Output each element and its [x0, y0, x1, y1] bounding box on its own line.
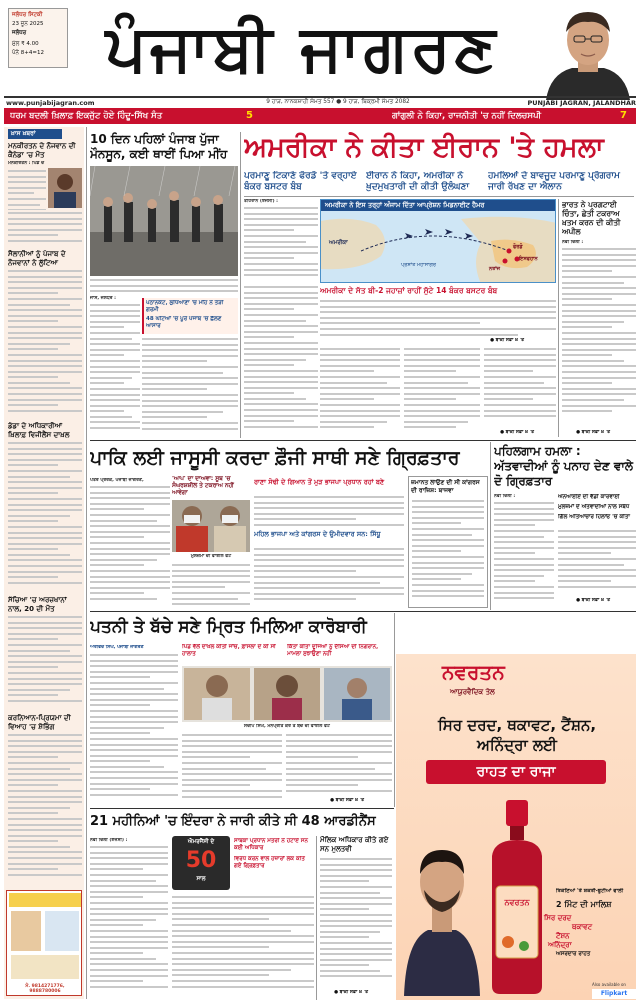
- lead-body: [244, 207, 318, 283]
- brief-photo: [48, 168, 82, 208]
- emergency-badge: [172, 836, 230, 890]
- wife-more[interactable]: ● ਬਾਕੀ ਸਫ਼ਾ 8 'ਤੇ: [330, 798, 365, 803]
- brief-headline[interactable]: ਸੱਚਿਆ 'ਚ ਅਰਜ਼ਖਾਨਾਂ ਨਾਲ, 20 ਦੀ ਮੌਤ: [8, 596, 67, 613]
- edition-label: PUNJABI JAGRAN, JALANDHAR: [527, 99, 636, 107]
- map-label-isfahan: ਇਸਫਹਾਨ: [519, 256, 538, 262]
- ad-model: [398, 790, 484, 996]
- emergency-dateline: ਨਵੀਂ ਦਿੱਲੀ (ਏਜੰਸੀ) :: [90, 838, 128, 843]
- emergency-badge-sub: ਸਾਲ: [196, 876, 206, 882]
- teaser-left[interactable]: ਧਰਮ ਬਦਲੀ ਖ਼ਿਲਾਫ਼ ਇਕਜੁੱਟ ਹੋਏ ਹਿੰਦੂ-ਸਿੱਖ ਸੰਤ: [10, 111, 163, 121]
- ad-bottle: [480, 790, 554, 996]
- brief-headline[interactable]: ਮਨਕੀਰਤਨ ਦੇ ਨੌਜਵਾਨ ਦੀ ਕੈਨੇਡਾ 'ਚ ਮੌਤ: [8, 142, 76, 159]
- pahalgam-headline[interactable]: ਪਹਿਲਗਾਮ ਹਮਲਾ : ਅੱਤਵਾਦੀਆਂ ਨੂੰ ਪਨਾਹ ਦੇਣ ਵਾਲੇ ਦੋ ਗ੍ਰਿਫ਼ਤਾਰ: [494, 444, 633, 488]
- ad-bottle-label: ਨਵਰਤਨ: [504, 898, 530, 907]
- lead-dateline: ਤਹਿਰਾਨ (ਏਜੰਸੀ) :: [244, 199, 279, 204]
- emergency-bullet: ਸਾਬਕਾ ਪ੍ਰਧਾਨ ਮੰਤਰੀ ਨੇ ਹਟਾਏ ਸਨ ਕਈ ਅਧਿਕਾਰ: [234, 838, 308, 851]
- teaser-left-page: 5: [246, 110, 253, 121]
- ad-benefits: [542, 914, 636, 958]
- lead-subhead[interactable]: ਈਰਾਨ ਨੇ ਕਿਹਾ, ਅਮਰੀਕਾ ਨੇ ਖ਼ੁਦਮੁਖਤਾਰੀ ਦੀ ਕੀਤੀ ਉਲੰਘਣਾ: [366, 171, 470, 192]
- website-url[interactable]: www.punjabijagran.com: [6, 99, 95, 107]
- monsoon-headline[interactable]: 10 ਦਿਨ ਪਹਿਲਾਂ ਪੰਜਾਬ ਪੁੱਜਾ ਮੌਨਸੂਨ, ਕਈ ਥਾਈਂ ਪਿਆ ਮੀਂਹ: [90, 132, 228, 161]
- ad-promo: ਤਿਕੋਣਿਆਂ 'ਤੇ ਸ਼ਕਤੀ-ਬੂਟੀਆਂ ਵਾਲੀ: [556, 888, 624, 894]
- ad-flipkart[interactable]: Flipkart: [592, 989, 636, 999]
- lead-headline[interactable]: ਅਮਰੀਕਾ ਨੇ ਕੀਤਾ ਈਰਾਨ 'ਤੇ ਹਮਲਾ: [244, 132, 604, 163]
- spy-photo: [172, 500, 250, 552]
- ad-brand-sub: ਆਯੁਰਵੈਦਿਕ ਤੇਲ: [450, 688, 495, 696]
- emergency-side-headline[interactable]: ਮੌਲਿਕ ਅਧਿਕਾਰ ਕੀਤੇ ਗਏ ਸਨ ਮੁਲਤਵੀ: [320, 836, 389, 853]
- wife-bullets: [182, 644, 392, 663]
- map-graphic: [320, 199, 556, 283]
- price: ਮੁੱਲ ₹ 4.00: [12, 41, 39, 47]
- brief-body: [8, 170, 46, 210]
- lead-strip: ਅਮਰੀਕਾ ਦੇ ਸੱਤ ਬੀ-2 ਜਹਾਜ਼ਾਂ ਰਾਹੀਂ ਸੁੱਟੇ 14 ਬੰਕਰ ਬਸਟਰ ਬੰਬ: [320, 286, 498, 295]
- spy-body: [90, 486, 170, 606]
- lead-more-2[interactable]: ● ਬਾਕੀ ਸਫ਼ਾ 8 'ਤੇ: [500, 430, 535, 435]
- edition-info-line: ਜਲੰਧਰ ਸਿਟਕੀ: [12, 12, 43, 18]
- monsoon-bullet: 48 ਘੰਟਿਆਂ 'ਚ ਪੂਰੇ ਪੰਜਾਬ 'ਚ ਛੱਲਣ ਆਸਾਰ: [146, 316, 222, 329]
- ad-benefit: ਅਨਿੰਦ੍ਰਾ: [548, 941, 572, 949]
- spy-headline[interactable]: ਪਾਕਿ ਲਈ ਜਾਸੂਸੀ ਕਰਦਾ ਫ਼ੌਜੀ ਸਾਥੀ ਸਣੇ ਗ੍ਰਿਫ਼ਤਾਰ: [90, 447, 460, 469]
- map-label-natanz: ਨਤਾਂਜ: [489, 266, 501, 272]
- spy-caption: ਮੁਲਜ਼ਮਾਂ ਦੀ ਫਾਈਲ ਫੋਟੋ: [190, 554, 232, 559]
- right-dateline: ਨਵੀਂ ਦਿੱਲੀ :: [562, 240, 584, 245]
- pahalgam-more[interactable]: ● ਬਾਕੀ ਸਫ਼ਾ 8 'ਤੇ: [576, 598, 611, 603]
- monsoon-photo: [90, 166, 238, 276]
- right-headline[interactable]: ਭਾਰਤ ਨੇ ਪ੍ਰਗਟਾਈ ਚਿੰਤਾ, ਛੇਤੀ ਟਕਰਾਅ ਖ਼ਤਮ ਕਰਨ ਦੀ ਕੀਤੀ ਅਪੀਲ: [562, 200, 621, 236]
- monsoon-bullets: [142, 298, 238, 334]
- ad-benefit: ਥਕਾਵਟ: [572, 923, 593, 931]
- edition-info-box: [8, 8, 68, 68]
- emergency-bullets: [234, 838, 314, 870]
- dateline: 9 ਹਾੜ, ਨਾਨਕਸ਼ਾਹੀ ਸੰਮਤ 557 ● 9 ਹਾੜ, ਬਿਕ੍ਰਮੀ ਸੰਮਤ 2082: [266, 99, 410, 105]
- spy-box2-headline[interactable]: ਜ਼ਮਾਨਤ ਲਾਉਣ ਦੀ ਸੀ ਕਾਂਗਰਸ ਦੀ ਰਾਜ਼ਿਸ਼: ਬਾਜਵਾ: [411, 479, 480, 494]
- brief-headline[interactable]: ਕਰਨਿਆਨ-ਪ੍ਰਿਯਮਾ ਦੀ ਵਿਆਹ 'ਚ ਸ਼ੋਭਿੰਗ: [8, 714, 71, 731]
- monsoon-bullet: ਪਠਾਨਕੋਟ, ਲੁਧਿਆਣਾ 'ਚ ਮੀਂਹ ਨੇ ਤੋੜੀ ਗਰਮੀ: [146, 300, 224, 313]
- emergency-body: [90, 846, 168, 996]
- newspaper-title: ਪੰਜਾਬੀ ਜਾਗਰਣ: [105, 12, 499, 86]
- wife-headline[interactable]: ਪਤਨੀ ਤੇ ਬੱਚੇ ਸਣੇ ਮ੍ਰਿਤ ਮਿਲਿਆ ਕਾਰੋਬਾਰੀ: [90, 617, 367, 637]
- ad-available: Also available on: [592, 982, 626, 987]
- left-column-header: ਖ਼ਾਸ ਖ਼ਬਰਾਂ: [8, 129, 62, 139]
- ad-line2: ਅਨਿੰਦ੍ਰਾ ਲਈ: [477, 736, 557, 754]
- emergency-badge-number: 50: [185, 848, 217, 873]
- monsoon-caption: [90, 279, 238, 295]
- lead-subhead[interactable]: ਹਮਲਿਆਂ ਦੇ ਬਾਵਜੂਦ ਪਰਮਾਣੂ ਪ੍ਰੋਗਰਾਮ ਜਾਰੀ ਰੱਖਣ ਦਾ ਐਲਾਨ: [488, 171, 620, 192]
- lead-more[interactable]: ● ਬਾਕੀ ਸਫ਼ਾ 8 'ਤੇ: [490, 338, 525, 343]
- emergency-headline[interactable]: 21 ਮਹੀਨਿਆਂ 'ਚ ਇੰਦਰਾ ਨੇ ਜਾਰੀ ਕੀਤੇ ਸੀ 48 ਆਰਡੀਨੈਂਸ: [90, 814, 376, 829]
- spy-side-headline[interactable]: ਰਾਣਾ ਸੋਢੀ ਦੇ ਗਿਆਨ ਤੋਂ ਮੁੜ ਭਾਜਪਾ ਪ੍ਰਧਾਨ ਰਹਾਂ ਬਣੇ: [254, 478, 385, 486]
- ad-brand: ਨਵਰਤਨ: [442, 660, 505, 684]
- pahalgam-bullet: ਐਨਆਈਏ ਦੀ ਵੱਡੀ ਕਾਰਵਾਈ: [558, 494, 620, 500]
- brief-headline[interactable]: ਸੈਲਾਨੀਆਂ ਨੂੰ ਪੰਜਾਬ ਦੇ ਨੌਜਵਾਨਾਂ ਨੇ ਲੁੱਟਿਆ: [8, 250, 66, 267]
- wife-photos: [182, 666, 392, 722]
- emergency-badge-label: ਐਮਰਜੈਂਸੀ ਦੇ: [187, 839, 215, 845]
- right-body: [562, 248, 636, 426]
- ad-benefit: ਸਿਰ ਦਰਦ: [544, 914, 572, 922]
- wife-bullet: ਕਿੱਤਾ ਕੀਤਾ ਦੂਜਿਆਂ ਨੂੰ ਦੱਸਿਆ ਦੀ ਨਿਗਰਾਨ, ਮਾਮਲਾ ਸੁਝਾਉਣਾ ਨਹੀਂ: [287, 644, 379, 657]
- ad-banner: ਰਾਹਤ ਦਾ ਰਾਜਾ: [426, 760, 606, 784]
- edition-date: 23 ਜੂਨ 2025: [12, 21, 44, 27]
- brief-headline[interactable]: ਡੰਡਾ ਦੇ ਅਧਿਕਾਰੀਆਂ ਖ਼ਿਲਾਫ਼ ਵਿਜੀਲੈਂਸ ਦਾਖ਼ਲ: [8, 422, 70, 439]
- right-more[interactable]: ● ਬਾਕੀ ਸਫ਼ਾ 8 'ਤੇ: [576, 430, 611, 435]
- wife-body: [90, 654, 178, 804]
- emergency-more[interactable]: ● ਬਾਕੀ ਸਫ਼ਾ 8 'ਤੇ: [334, 990, 369, 995]
- columnist-photo: [538, 4, 638, 100]
- pahalgam-bullet: ਗਿੱਲ ਅਤਿਆਚਾਰ ਹਿਲਾਓ 'ਚ ਕੀਤਾ: [558, 514, 630, 520]
- pahalgam-dateline: ਨਵੀਂ ਦਿੱਲੀ :: [494, 494, 516, 499]
- pahalgam-bullet: ਮੁਲਜ਼ਮਾਂ ਦੇ ਅੱਤਵਾਦੀਆਂ ਨਾਲ ਸਬੰਧ: [558, 504, 630, 510]
- ad-benefit: ਟੈਂਸ਼ਨ: [556, 932, 570, 940]
- spy-quote: 'ਆਪ' ਦਾ ਦਾਅਵਾ: ਸੂਬੇ 'ਚ ਸੰਘਰਸ਼ਸ਼ੀਲ ਤੇ ਟਕਰਾਅ ਨਹੀਂ ਆਵੇਗਾ: [172, 476, 234, 496]
- ad-line1: ਸਿਰ ਦਰਦ, ਥਕਾਵਟ, ਟੈਂਸ਼ਨ,: [437, 716, 597, 734]
- wife-caption: ਸੰਦੀਪ ਸਿੰਘ, ਮਨਪ੍ਰੀਤ ਕੌਰ ਤੇ ਬੱਚੇ ਦੀ ਫਾਈਲ ਫੋਟੋ: [244, 724, 330, 729]
- brief-byline: ਮਨਕੀਰਤਨ : ਪਿੰਡ ਦੇ: [8, 161, 45, 166]
- wife-bullet: ਪਿੰਡ ਵੱਲੋਂ ਦਾਖ਼ਲ ਕੀਤੀ ਜਾਂਚ, ਫ਼ਾਸਲਾ ਦੇ ਕੀ ਸੀ ਹਾਲਾਤ: [182, 644, 276, 657]
- teaser-right-page: 7: [620, 110, 627, 121]
- wife-byline: ਅਰਵਿੰਦ ਸਿੰਘ, ਪੰਜਾਬੀ ਜਾਗਰਣ: [90, 645, 144, 650]
- map-label-fordow: ਫੋਰਡੋ: [513, 244, 523, 250]
- pahalgam-bullets: [558, 494, 636, 521]
- teaser-right[interactable]: ਗਾਂਗੁਲੀ ਨੇ ਕਿਹਾ, ਰਾਜਨੀਤੀ 'ਚ ਨਹੀਂ ਦਿਲਚਸਪੀ: [392, 111, 542, 121]
- emergency-bullet: ਵਿਰੋਧ ਕਰਨ ਵਾਲੇ ਹਜ਼ਾਰਾਂ ਲੋਕ ਕੀਤੇ ਗਏ ਗ੍ਰਿਫ਼ਤਾਰ: [234, 856, 305, 869]
- left-ad[interactable]: [6, 890, 82, 996]
- left-ad-phone: ਮੋ. 9814271776, 9888780006: [25, 984, 65, 994]
- ad-promo-big: 2 ਮਿੰਟ ਦੀ ਮਾਲਿਸ਼: [556, 900, 612, 909]
- lead-subhead[interactable]: ਪਰਮਾਣੂ ਟਿਕਾਣੇ ਫੋਰਡੋ 'ਤੇ ਵਰ੍ਹਾਏ ਬੰਕਰ ਬਸਟਰ ਬੰਬ: [244, 171, 357, 192]
- monsoon-dateline: ਜਾਸ, ਜਲੰਧਰ :: [90, 296, 117, 301]
- map-sea-label: ਪ੍ਰਸ਼ਾਂਤ ਮਹਾਸਾਗਰ: [401, 262, 436, 268]
- ad-benefit: ਅਸਰਦਾਰ ਰਾਹਤ: [556, 951, 591, 957]
- spy-box-headline[interactable]: ਮਹਿਲ ਭਾਜਪਾ ਅਤੇ ਕਾਂਗਰਸ ਦੇ ਉਮੀਦਵਾਰ ਸਨ: ਸਿੱਧੂ: [254, 530, 381, 538]
- page-count: ਪੰਨੇ 8+4=12: [12, 50, 44, 56]
- map-caption: ਅਮਰੀਕਾ ਨੇ ਇਸ ਤਰ੍ਹਾਂ ਅੰਜਾਮ ਦਿੱਤਾ ਆਪ੍ਰੇਸ਼ਨ ਮਿਡਨਾਈਟ ਹੈਮਰ: [321, 200, 556, 211]
- map-label-origin: ਅਮਰੀਕਾ: [329, 240, 348, 246]
- spy-dateline: ਪੱਤਰ ਪ੍ਰੇਰਕ, ਪੰਜਾਬੀ ਜਾਗਰਣ,: [90, 478, 144, 483]
- edition-city: ਜਲੰਧਰ: [12, 30, 27, 36]
